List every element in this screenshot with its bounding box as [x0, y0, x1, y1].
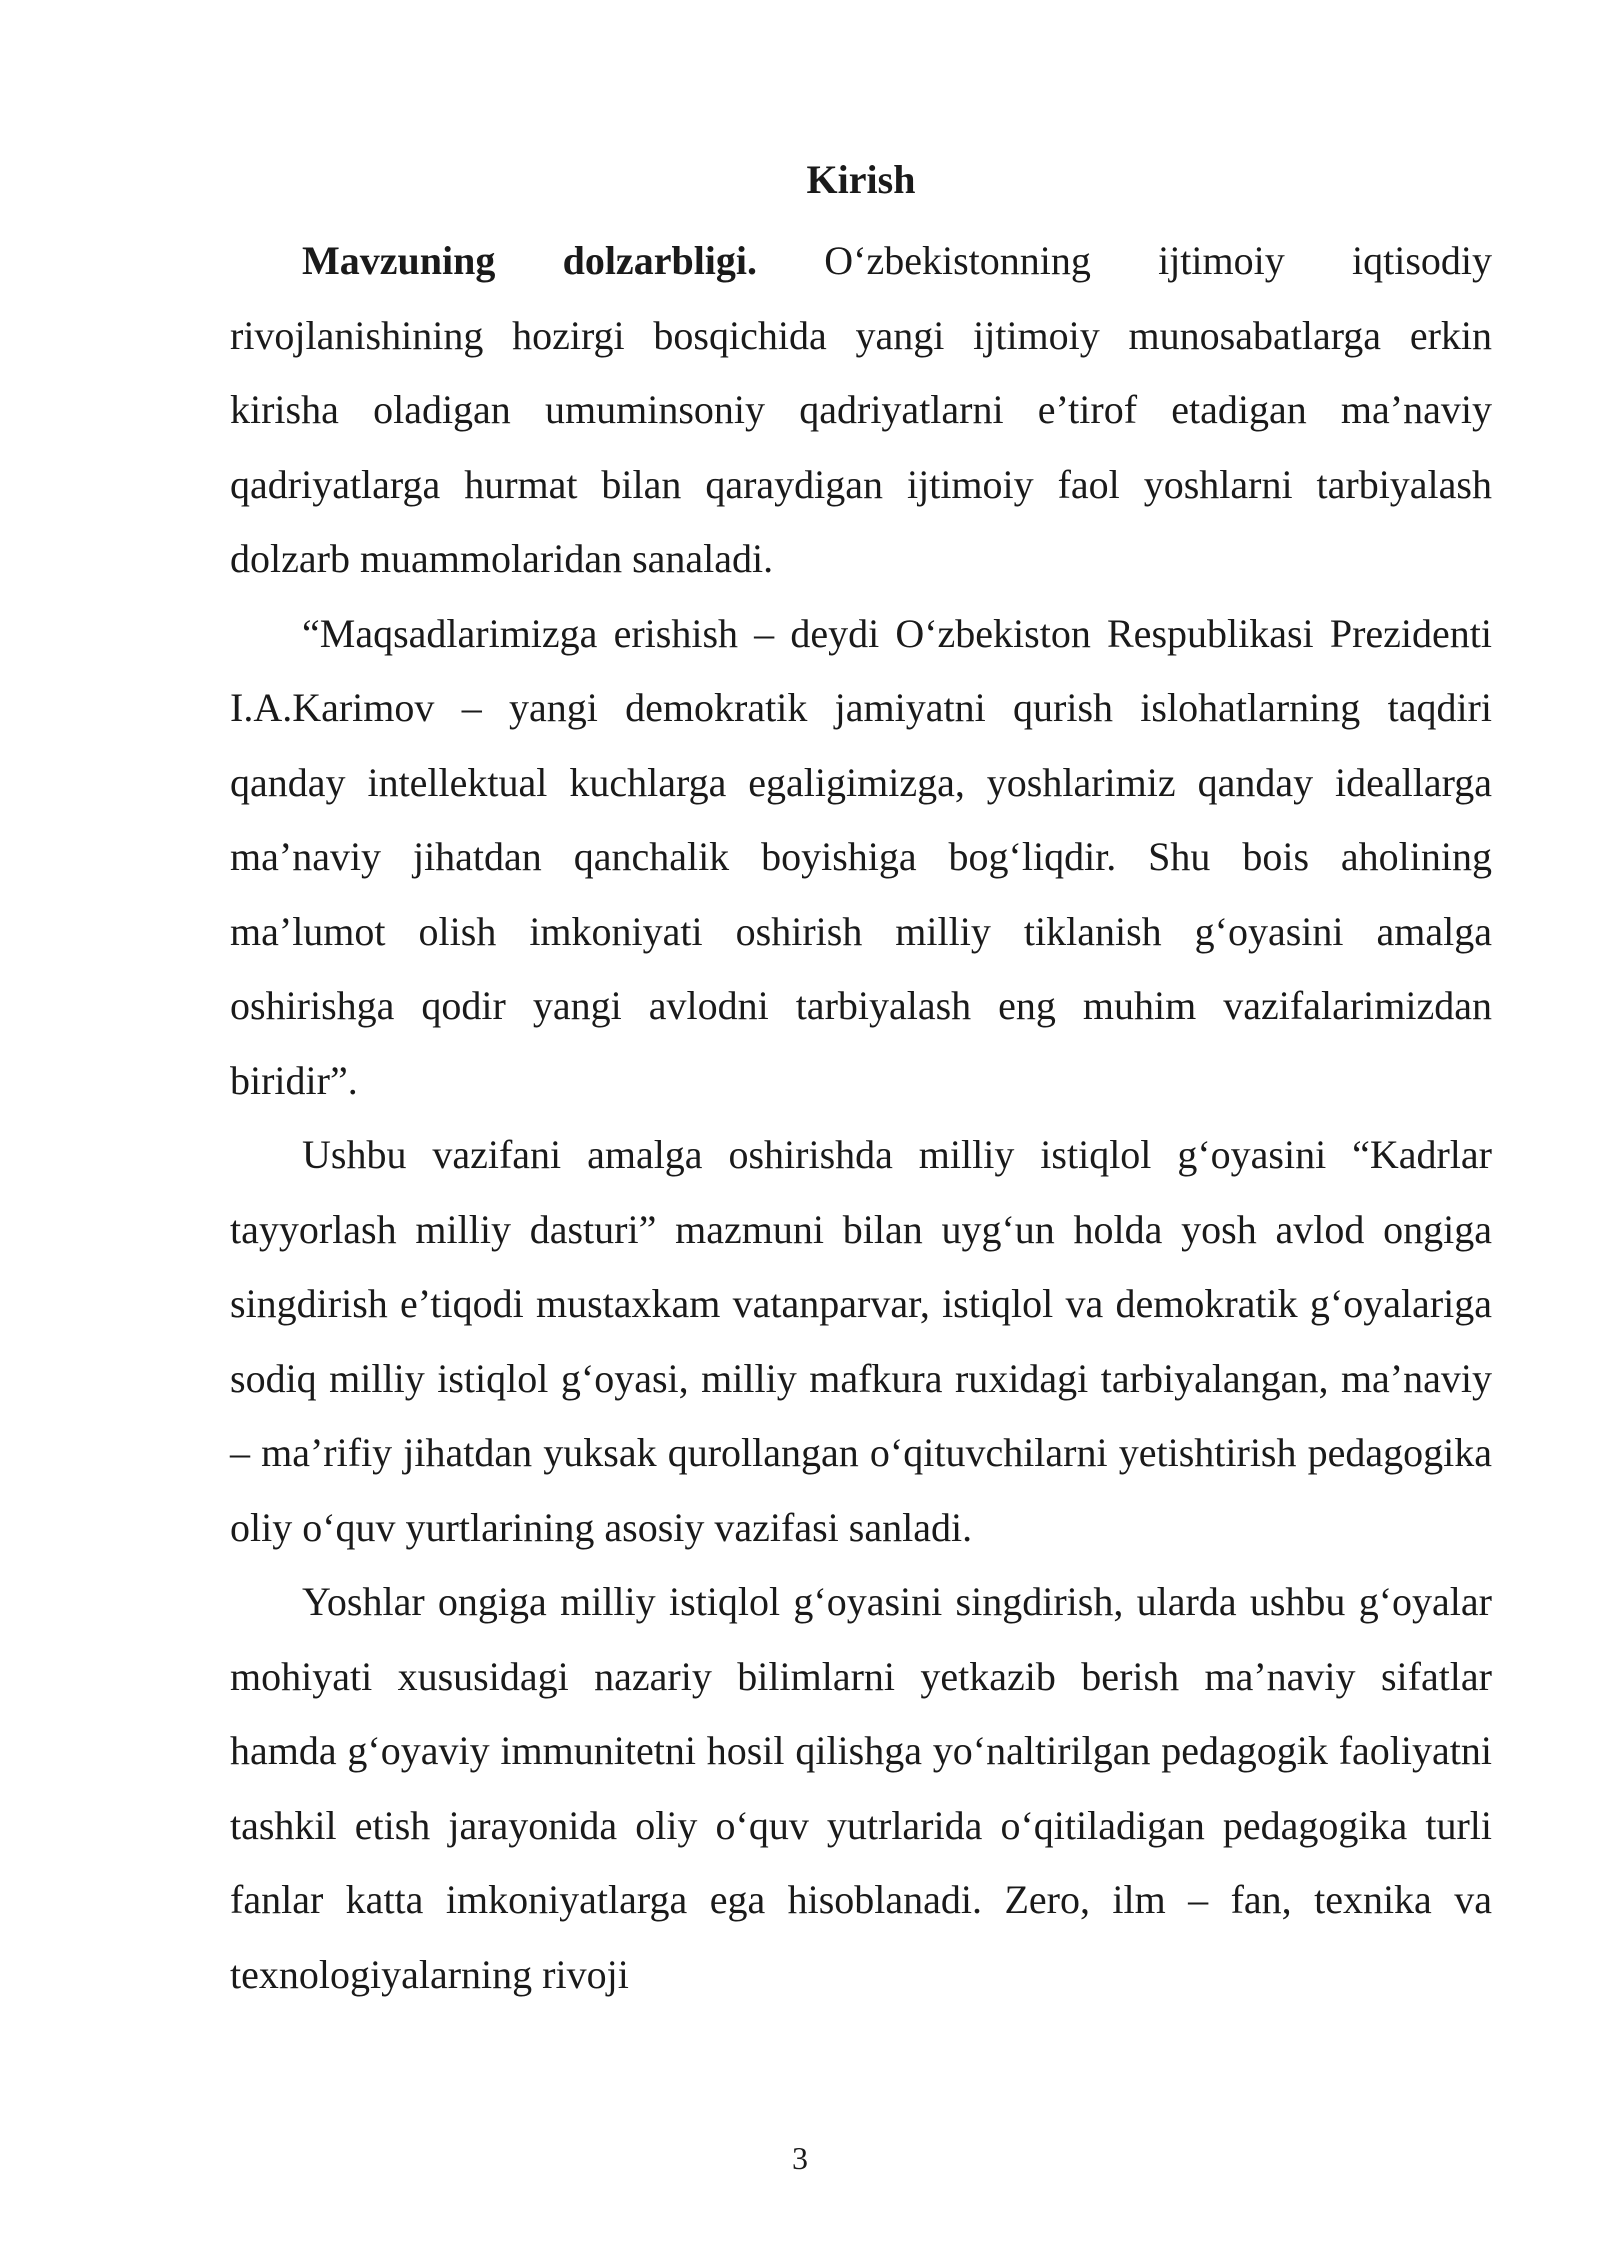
paragraph-task: Ushbu vazifani amalga oshirishda milliy istiqlol g‘oyasini “Kadrlar tayyorlash milliy dasturi” mazmuni bilan uyg‘un holda yosh avlod ongiga singdirish e’tiqodi mustaxkam vatanparvar, istiqlol va demokratik g‘oyalariga sodiq milliy istiqlol g‘oyasi, milliy mafkura ruxidagi tarbiyalangan, ma’naviy – ma’rifiy jihatdan yuksak qurollangan o‘qituvchilarni yetishtirish pedagogika oliy o‘quv yurtlarining asosiy vazifasi sanladi.: [230, 1132, 1492, 1550]
paragraph-quote: “Maqsadlarimizga erishish – deydi O‘zbekiston Respublikasi Prezidenti I.A.Karimov – yangi demokratik jamiyatni qurish islohatlarning taqdiri qanday intellektual kuchlarga egaligimizga, yoshlarimiz qanday ideallarga ma’naviy jihatdan qanchalik boyishiga bog‘liqdir. Shu bois aholining ma’lumot olish imkoniyati oshirish milliy tiklanish g‘oyasini amalga oshirishga qodir yangi avlodni tarbiyalash eng muhim vazifalarimizdan biridir”.: [230, 610, 1492, 1103]
paragraph-text: O‘zbekistonning ijtimoiy iqtisodiy rivojlanishining hozirgi bosqichida yangi ijtimoiy munosabatlarga erkin kirisha oladigan umuminsoniy qadriyatlarni e’tirof etadigan ma’naviy qadriyatlarga hurmat bilan qaraydigan ijtimoiy faol yoshlarni tarbiyalash dolzarb muammolaridan sanaladi.: [230, 238, 1492, 581]
section-title: Kirish: [806, 157, 916, 202]
paragraph-relevance: [230, 224, 1492, 597]
page-number: 3: [792, 2140, 808, 2176]
paragraph-lead: Mavzuning dolzarbligi.: [302, 238, 758, 283]
document-page: [230, 150, 1492, 2012]
paragraph-youth: Yoshlar ongiga milliy istiqlol g‘oyasini singdirish, ularda ushbu g‘oyalar mohiyati xususidagi nazariy bilimlarni yetkazib berish ma’naviy sifatlar hamda g‘oyaviy immunitetni hosil qilishga yo‘naltirilgan pedagogik faoliyatni tashkil etish jarayonida oliy o‘quv yutrlarida o‘qitiladigan pedagogika turli fanlar katta imkoniyatlarga ega hisoblanadi. Zero, ilm – fan, texnika va texnologiyalarning rivoji: [230, 1579, 1492, 1997]
